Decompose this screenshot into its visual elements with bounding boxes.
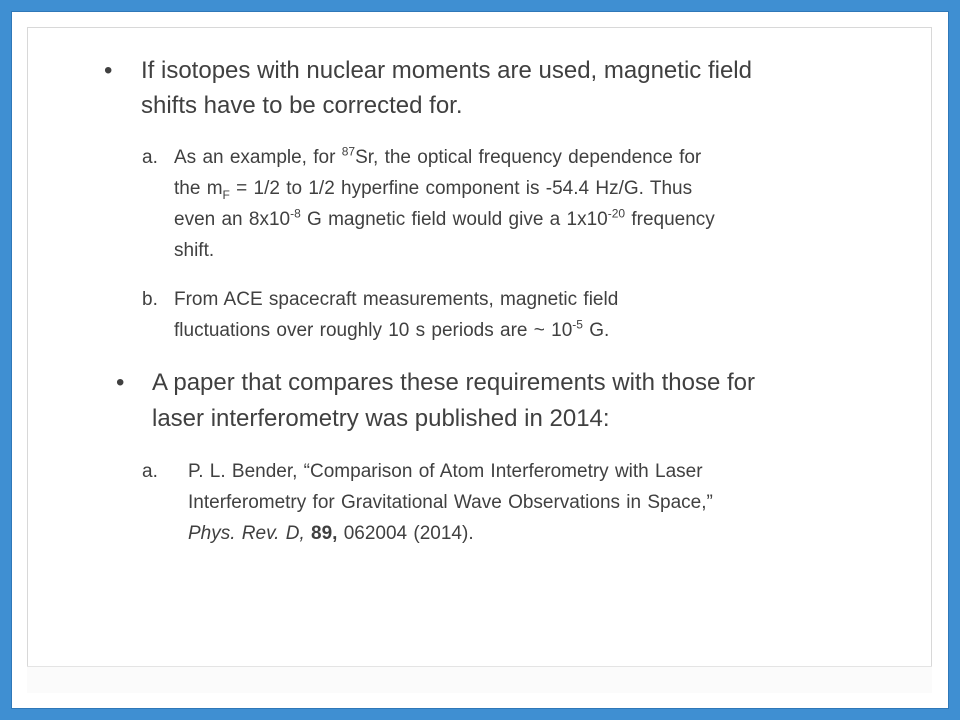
- reference-line-2: Interferometry for Gravitational Wave Observations in Space,”: [188, 492, 713, 513]
- sub-item-marker: a.: [142, 147, 158, 168]
- sub-b-line-1: From ACE spacecraft measurements, magnetic field: [174, 289, 619, 310]
- journal-name: Phys. Rev. D,: [188, 523, 305, 544]
- bullet-1-line-2: shifts have to be corrected for.: [141, 92, 463, 119]
- slide-canvas: [11, 11, 949, 709]
- bullet-2-line-2: laser interferometry was published in 2014:: [152, 405, 610, 432]
- sub-a-line-1: As an example, for $^{87}$Sr, the optical frequency dependence for: [174, 144, 702, 168]
- sub-b-line-2: fluctuations over roughly 10 s periods are ~ $10^{-5}$ G.: [174, 317, 610, 341]
- reference-marker: a.: [142, 461, 158, 482]
- reference-line-1: P. L. Bender, “Comparison of Atom Interferometry with Laser: [188, 461, 703, 482]
- sub-a-line-4: shift.: [174, 240, 215, 261]
- slide-inner-border: [27, 27, 932, 692]
- sub-a-line-3: even an $8x10^{-8}$ G magnetic field would give a $1x10^{-20}$ frequency: [174, 206, 715, 230]
- slide-footer-band: [27, 666, 932, 693]
- bullet-marker: •: [116, 369, 125, 396]
- bullet-2-line-1: A paper that compares these requirements with those for: [152, 369, 755, 396]
- sub-a-line-2: the $m_F = 1/2$ to 1/2 hyperfine component is -54.4 Hz/G. Thus: [174, 178, 693, 202]
- journal-page-year: 062004 (2014).: [337, 523, 474, 544]
- bullet-marker: •: [104, 57, 113, 84]
- reference-line-3: [188, 518, 474, 549]
- sub-item-marker: b.: [142, 289, 158, 310]
- journal-volume: 89,: [311, 523, 338, 544]
- bullet-1-line-1: If isotopes with nuclear moments are used, magnetic field: [141, 57, 752, 84]
